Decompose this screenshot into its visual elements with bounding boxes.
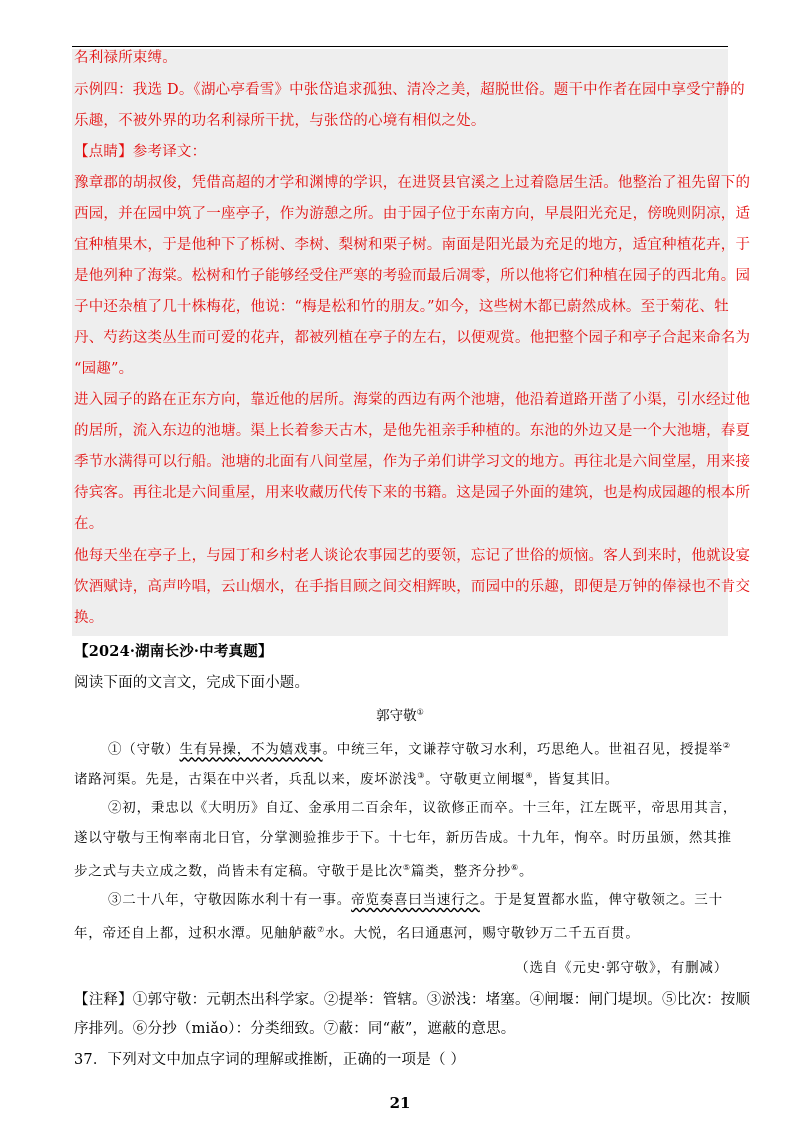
answer-line: 季节水满得可以行船。池塘的北面有八间堂屋，作为子弟们讲学习文的地方。再往北是六间堂屋，用来接: [74, 454, 751, 470]
answer-line: 的居所，流入东边的池塘。渠上长着参天古木，是他先祖亲手种植的。东池的外边又是一个大池塘，春夏: [74, 423, 751, 439]
underlined-phrase: 生有异操，不为嬉戏事: [179, 741, 323, 758]
answer-line: 宜种植果木，于是他种下了栎树、李树、梨树和栗子树。南面是阳光最为充足的地方，适宜种植花卉，于: [74, 237, 751, 253]
instruction: 阅读下面的文言文，完成下面小题。: [74, 675, 310, 691]
passage-paragraph-3-cont: 年，帝还自上都，过积水潭。见舳舻蔽⑦水。大悦，名曰通惠河，赐守敬钞万二千五百贯。: [74, 925, 640, 942]
answer-line: 他每天坐在亭子上，与园丁和乡村老人谈论农事园艺的要领，忘记了世俗的烦恼。客人到来时，他就设宴: [74, 548, 751, 564]
underlined-phrase: 帝览奏喜曰当速行之: [351, 892, 480, 908]
answer-line: 示例四：我选 D。《湖心亭看雪》中张岱追求孤独、清冷之美，超脱世俗。题干中作者在园中享受宁静的: [74, 82, 745, 98]
answer-line: 在。: [74, 516, 104, 532]
answer-line: 名利禄所束缚。: [74, 50, 177, 66]
passage-paragraph-1: ①（守敬）生有异操，不为嬉戏事。中统三年，文谦荐守敬习水利，巧思绝人。世祖召见，授提举②: [108, 741, 731, 758]
answer-line: 是他列种了海棠。松树和竹子能够经受住严寒的考验而最后凋零，所以他将它们种植在园子的西北角。园: [74, 268, 751, 284]
answer-line: 待宾客。再往北是六间重屋，用来收藏历代传下来的书籍。这是园子外面的建筑，也是构成园趣的根本所: [74, 485, 751, 501]
top-rule: [72, 46, 728, 47]
answer-line: 换。: [74, 610, 104, 626]
passage-source: （选自《元史·郭守敬》，有删减）: [515, 960, 728, 976]
answer-line: 丹、芍药这类丛生而可爱的花卉，都被列植在亭子的左右，以便观赏。他把整个园子和亭子合起来命名为: [74, 330, 751, 346]
source-tag: 【2024·湖南长沙·中考真题】: [74, 643, 273, 660]
notes-cont: 序排列。⑥分抄（miǎo）：分类细致。⑦蔽：同“蔽”，遮蔽的意思。: [74, 1021, 516, 1037]
page-number: 21: [389, 1094, 411, 1112]
question-37: 37．下列对文中加点字词的理解或推断，正确的一项是（ ）: [74, 1052, 466, 1068]
answer-line: 西园，并在园中筑了一座亭子，作为游憩之所。由于园子位于东南方向，早晨阳光充足，傍晚则阴凉，适: [74, 206, 751, 222]
answer-line: “园趣”。: [74, 361, 134, 377]
passage-title: 郭守敬①: [376, 707, 424, 724]
passage-paragraph-2: ②初，秉忠以《大明历》自辽、金承用二百余年，议欲修正而卒。十三年，江左既平，帝思用其言，: [108, 800, 738, 816]
passage-paragraph-2-cont: 步之式与夫立成之数，尚皆未有定稿。守敬于是比次⑤篇类，整齐分抄⑥。: [74, 863, 534, 880]
answer-line: 进入园子的路在正东方向，靠近他的居所。海棠的西边有两个池塘，他沿着道路开凿了小渠，引水经过他: [74, 392, 751, 408]
answer-line: 【点睛】参考译文：: [74, 144, 207, 160]
answer-line: 饮酒赋诗，高声吟唱，云山烟水，在手指目顾之间交相辉映，而园中的乐趣，即便是万钟的俸禄也不肯交: [74, 579, 751, 595]
notes: 【注释】①郭守敬：元朝杰出科学家。②提举：管辖。③淤浅：堵塞。④闸堰：闸门堤坝。⑤比次：按顺: [74, 992, 751, 1008]
passage-paragraph-2-cont: 遂以守敬与王恂率南北日官，分掌测验推步于下。十七年，新历告成。十九年，恂卒。时历虽颁，然其推: [74, 830, 732, 846]
answer-line: 豫章郡的胡叔俊，凭借高超的才学和渊博的学识，在进贤县官溪之上过着隐居生活。他整治了祖先留下的: [74, 175, 751, 191]
passage-paragraph-3: ③二十八年，守敬因陈水利十有一事。帝览奏喜曰当速行之。于是复置都水监，俾守敬领之。三十: [108, 892, 723, 908]
passage-paragraph-1-cont: 诸路河渠。先是，古渠在中兴者，兵乱以来，废坏淤浅③。守敬更立闸堰④，皆复其旧。: [74, 771, 620, 788]
answer-line: 乐趣，不被外界的功名利禄所干扰，与张岱的心境有相似之处。: [74, 113, 486, 129]
answer-line: 子中还杂植了几十株梅花，他说：“梅是松和竹的朋友。”如今，这些树木都已蔚然成林。至于菊花、牡: [74, 299, 729, 315]
